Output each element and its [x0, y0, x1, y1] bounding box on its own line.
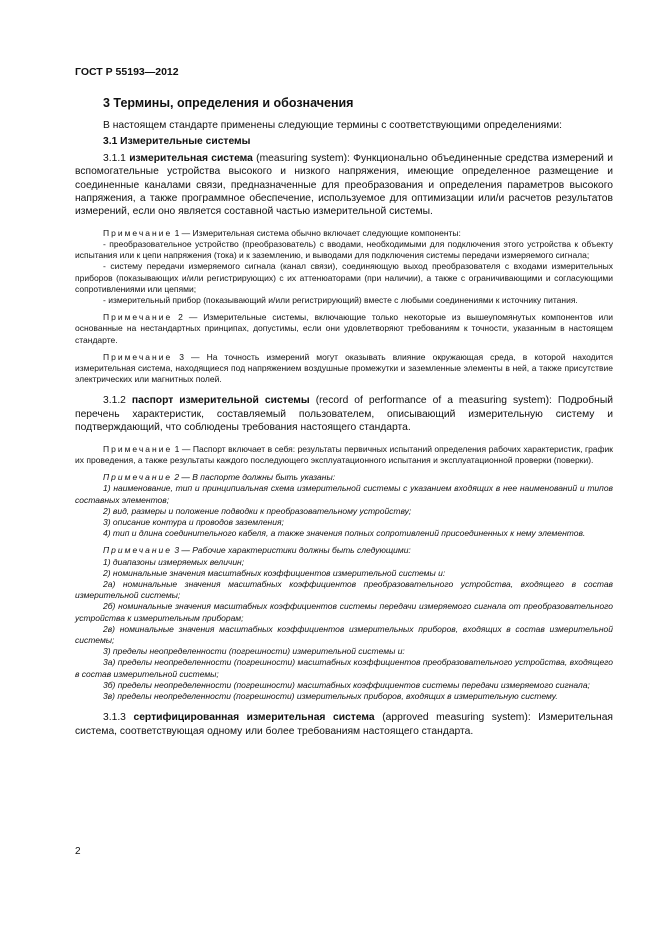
note-item: 2а) номинальные значения масштабных коэффициентов преобразовательного устройства, входящего в состав измерительной системы; [75, 578, 613, 601]
note-label: Примечание [103, 545, 172, 556]
note-item: 4) тип и длина соединительного кабеля, а также значения полных сопротивлений присоединенных к нему элементов. [103, 528, 586, 539]
note-item: 3а) пределы неопределенности (погрешности) масштабных коэффициентов преобразовательного устройства, входящего в состав измерительной системы; [75, 657, 613, 679]
note-item: 1) наименование, тип и принципиальная схема измерительной системы с указанием входящих в нее наименований и типов составных элементов; [75, 483, 613, 505]
note-3-1-1-3 [75, 352, 613, 386]
page-number: 2 [75, 846, 81, 857]
note-item: 1) диапазоны измеряемых величин; [103, 556, 245, 567]
term-definition: (approved measuring system): Измерительная система, соответствующая одному или более требованиям настоящего стандарта. [75, 712, 613, 737]
note-text: 2 — Измерительные системы, включающие только некоторые из вышеупомянутых компонентов или основанные на нестандартных принципах, допустимы, если они удовлетворяют требованиям к точности, указанным в настоящем стандарте. [75, 312, 613, 345]
note-3-1-2-2 [75, 472, 613, 483]
term-number: 3.1.3 [103, 712, 134, 724]
term-name: паспорт измерительной системы [131, 395, 310, 407]
note-item: 2) номинальные значения масштабных коэффициентов измерительной системы и: [103, 567, 446, 578]
note-3-1-1-2 [75, 312, 613, 346]
note-3-1-1-1 [75, 228, 613, 239]
note-item: 3в) пределы неопределенности (погрешности) измерительных приборов, входящих в измерительную систему. [103, 690, 558, 701]
note-item: 2в) номинальные значения масштабных коэффициентов измерительных приборов, входящих в состав измерительной системы; [75, 623, 613, 645]
term-3-1-1 [75, 152, 613, 219]
note-3-1-2-1 [75, 444, 613, 466]
note-text: 2 — В паспорте должны быть указаны: [171, 472, 336, 483]
standard-header: ГОСТ Р 55193—2012 [75, 66, 179, 78]
note-item: 2) вид, размеры и положение подводки к преобразовательному устройству; [103, 505, 412, 516]
page-content [75, 96, 613, 738]
note-label: Примечание [103, 312, 173, 323]
note-text: 1 — Измерительная система обычно включает следующие компоненты: [172, 227, 461, 238]
note-label: Примечание [103, 443, 173, 454]
term-3-1-2 [75, 394, 613, 434]
note-text: 1 — Паспорт включает в себя: результаты первичных испытаний определения рабочих характеристик, график их проведения, а также результаты каждого последующего эксплуатационного испытания и эксплуатационной проверки (поверки). [75, 443, 613, 465]
note-item: - измерительный прибор (показывающий и/или регистрирующий) вместе с любыми соединениями к источнику питания. [103, 295, 578, 306]
note-label: Примечание [103, 227, 173, 238]
term-definition: (measuring system): Функционально объединенные средства измерений и вспомогательные устройства высокого и низкого напряжения, имеющие определенное размещение и соединенные каналами связи, предназначенные для преобразования и определения параметров высокого напряжения, а также программное обеспечение, используемое для оптимизации или/и расчетов результатов измерений, если оно является составной частью измерительной системы. [75, 152, 613, 218]
note-item: 3) описание контура и проводов заземления; [103, 516, 284, 527]
note-item: 3) пределы неопределенности (погрешности) измерительной системы и: [103, 646, 405, 657]
term-name: измерительная система [129, 152, 253, 164]
term-number: 3.1.1 [103, 152, 130, 164]
term-name: сертифицированная измерительная система [133, 712, 375, 724]
intro-paragraph: В настоящем стандарте применены следующие термины с соответствующими определениями: [103, 120, 563, 131]
note-label: Примечание [103, 472, 172, 483]
term-definition: (record of performance of a measuring system): Подробный перечень характеристик, составляемый пользователем, описывающий измерительную систему и подтверждающий, что соблюдены требования настоящего стандарта. [75, 395, 613, 434]
note-item: 3б) пределы неопределенности (погрешности) масштабных коэффициентов системы передачи измеряемого сигнала; [103, 679, 590, 690]
note-item: - преобразовательное устройство (преобразователь) с вводами, необходимыми для подключения этого устройства к объекту испытания или к цепи напряжения (тока) и к заземлению, и выводами для подключения системы передачи измеряемого сигнала; [75, 239, 613, 261]
note-label: Примечание [103, 351, 173, 362]
note-3-1-2-3 [75, 545, 613, 556]
note-item: 2б) номинальные значения масштабных коэффициентов системы передачи измеряемого сигнала от преобразовательного устройства к измерительным приборам; [75, 601, 613, 623]
note-text: 3 — На точность измерений могут оказывать влияние окружающая среда, в которой находится измерительная система, находящиеся под напряжением воздушные промежутки и заземленные элементы в ней, а также присутствие электрических или магнитных полей. [75, 351, 613, 385]
section-title: 3 Термины, определения и обозначения [103, 96, 354, 110]
term-3-1-3 [75, 711, 613, 738]
subsection-title: 3.1 Измерительные системы [103, 136, 251, 148]
note-text: 3 — Рабочие характеристики должны быть следующими: [171, 545, 411, 556]
term-number: 3.1.2 [103, 395, 132, 407]
note-item: - систему передачи измеряемого сигнала (канал связи), соединяющую выход преобразователя с входами измерительных приборов (показывающих и/или регистрирующих) с их аттенюаторами (при наличии), а также с ограничивающими и согласующими сопротивлениями или цепями; [75, 261, 613, 294]
